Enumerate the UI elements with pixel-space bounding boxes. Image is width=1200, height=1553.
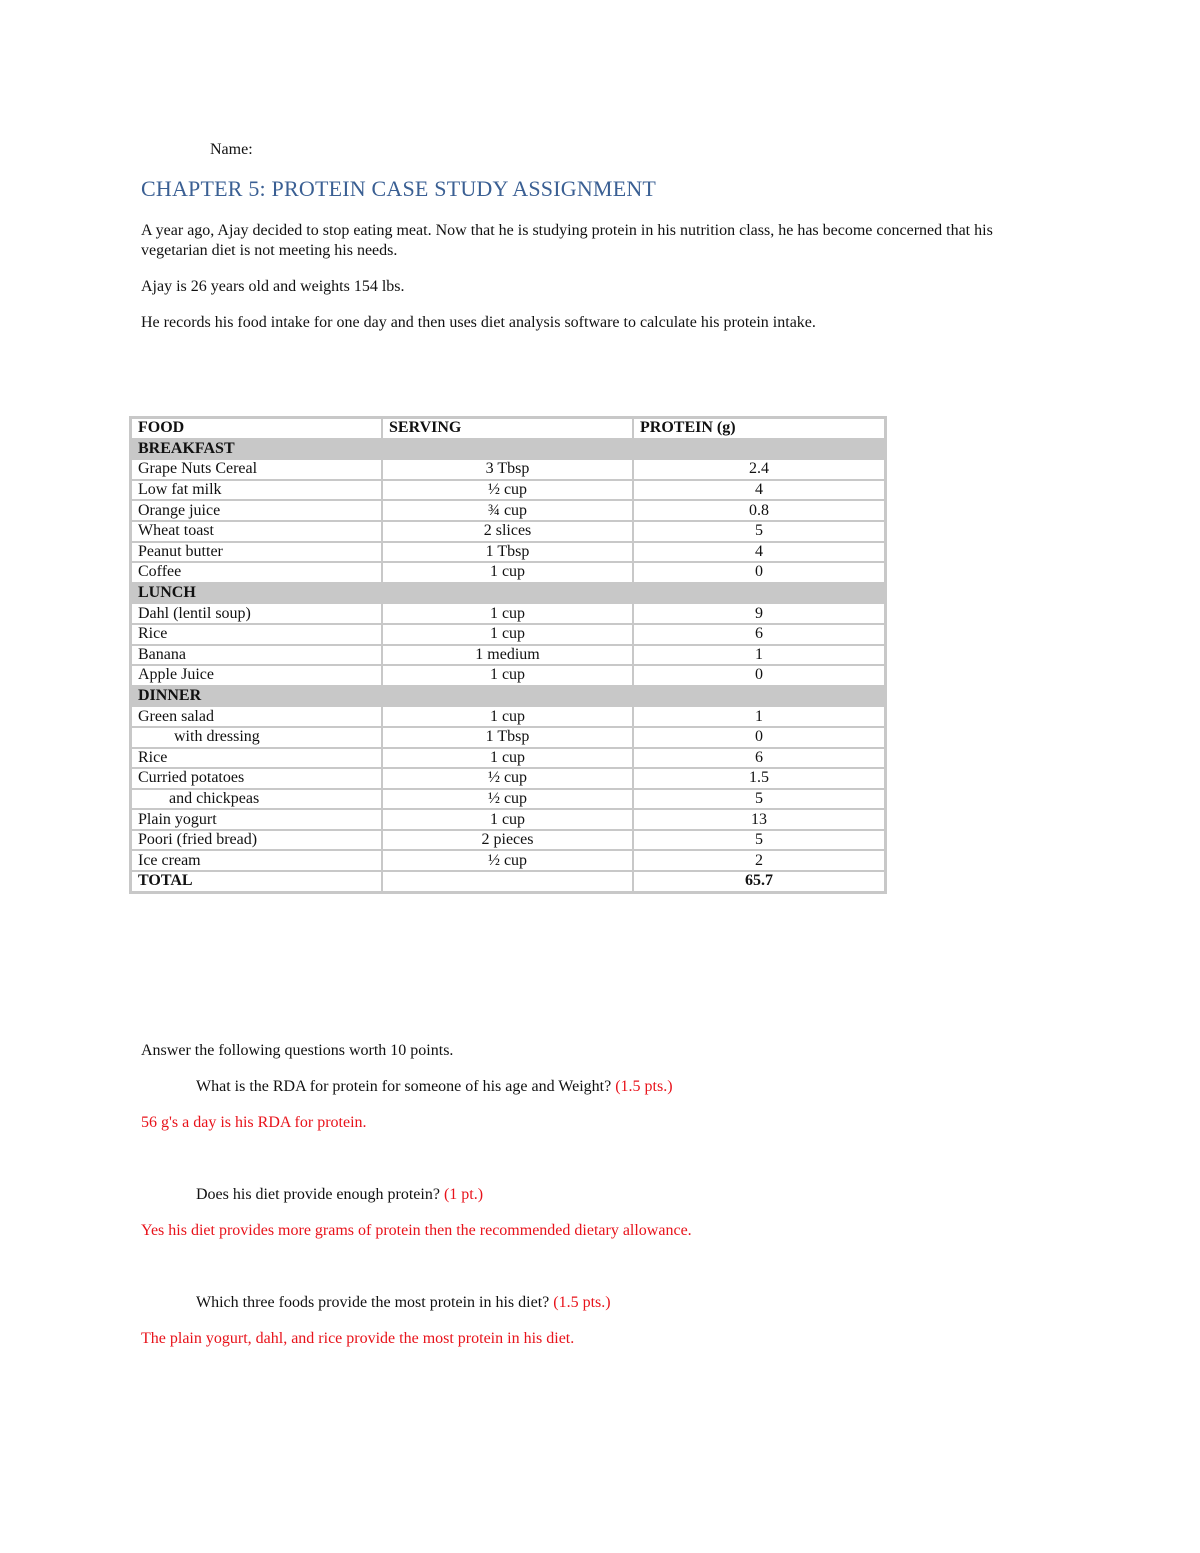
section-row-dinner — [132, 687, 884, 708]
table-row — [132, 543, 884, 564]
food-cell: Orange juice — [132, 501, 383, 522]
food-cell: and chickpeas — [132, 790, 383, 811]
intro-paragraph-2: Ajay is 26 years old and weights 154 lbs. — [141, 278, 405, 295]
answer-2: Yes his diet provides more grams of protein then the recommended dietary allowance. — [141, 1222, 692, 1239]
food-cell: Apple Juice — [132, 666, 383, 687]
food-cell: Dahl (lentil soup) — [132, 604, 383, 625]
serving-cell: 1 cup — [383, 666, 634, 687]
protein-cell: 1.5 — [634, 769, 884, 790]
protein-cell: 1 — [634, 646, 884, 667]
serving-cell: 3 Tbsp — [383, 460, 634, 481]
question-3 — [196, 1294, 611, 1312]
protein-cell: 5 — [634, 790, 884, 811]
question-3-text: Which three foods provide the most protein in his diet? — [196, 1294, 550, 1311]
serving-cell: 2 pieces — [383, 831, 634, 852]
food-cell: Rice — [132, 749, 383, 770]
serving-cell: 1 cup — [383, 749, 634, 770]
serving-cell: 1 Tbsp — [383, 543, 634, 564]
table-row — [132, 769, 884, 790]
table-row — [132, 810, 884, 831]
serving-cell: 2 slices — [383, 522, 634, 543]
serving-cell: ½ cup — [383, 481, 634, 502]
page-title: CHAPTER 5: PROTEIN CASE STUDY ASSIGNMENT — [141, 176, 657, 201]
food-cell: Curried potatoes — [132, 769, 383, 790]
table-row — [132, 481, 884, 502]
question-2-points: (1 pt.) — [443, 1186, 484, 1203]
column-header-food: FOOD — [132, 419, 383, 440]
protein-cell: 0 — [634, 666, 884, 687]
intro-paragraph-1: A year ago, Ajay decided to stop eating meat. Now that he is studying protein in his nutrition class, he has become concerned that his vegetarian diet is not meeting his needs. — [141, 222, 993, 259]
column-header-protein: PROTEIN (g) — [634, 419, 884, 440]
food-cell: Rice — [132, 625, 383, 646]
table-row — [132, 460, 884, 481]
section-label-dinner: DINNER — [132, 687, 383, 708]
serving-cell: 1 Tbsp — [383, 728, 634, 749]
protein-cell: 2 — [634, 851, 884, 872]
section-row-breakfast — [132, 440, 884, 461]
food-cell: Poori (fried bread) — [132, 831, 383, 852]
questions-intro: Answer the following questions worth 10 points. — [141, 1042, 454, 1059]
question-3-points: (1.5 pts.) — [553, 1294, 611, 1311]
table-row — [132, 851, 884, 872]
protein-cell: 0 — [634, 728, 884, 749]
table-row — [132, 522, 884, 543]
protein-cell: 1 — [634, 707, 884, 728]
section-label-lunch: LUNCH — [132, 584, 383, 605]
food-cell: Grape Nuts Cereal — [132, 460, 383, 481]
section-row-lunch — [132, 584, 884, 605]
question-1-points: (1.5 pts.) — [615, 1078, 673, 1095]
table-row — [132, 666, 884, 687]
column-header-serving: SERVING — [383, 419, 634, 440]
food-cell: Banana — [132, 646, 383, 667]
serving-cell: ½ cup — [383, 769, 634, 790]
protein-cell: 4 — [634, 543, 884, 564]
food-cell: Low fat milk — [132, 481, 383, 502]
serving-cell: ½ cup — [383, 790, 634, 811]
table-row — [132, 707, 884, 728]
serving-cell: 1 cup — [383, 563, 634, 584]
food-cell: Green salad — [132, 707, 383, 728]
protein-cell: 6 — [634, 749, 884, 770]
serving-cell: 1 cup — [383, 810, 634, 831]
food-cell: Plain yogurt — [132, 810, 383, 831]
protein-cell: 5 — [634, 831, 884, 852]
food-cell: Peanut butter — [132, 543, 383, 564]
intro-paragraph-3: He records his food intake for one day and then uses diet analysis software to calculate his protein intake. — [141, 314, 816, 331]
table-row — [132, 831, 884, 852]
total-label: TOTAL — [132, 872, 383, 891]
protein-cell: 6 — [634, 625, 884, 646]
section-label-breakfast: BREAKFAST — [132, 440, 383, 461]
serving-cell: 1 cup — [383, 707, 634, 728]
table-row — [132, 563, 884, 584]
table-row — [132, 790, 884, 811]
protein-cell: 4 — [634, 481, 884, 502]
question-2 — [196, 1186, 483, 1204]
protein-cell: 5 — [634, 522, 884, 543]
protein-cell: 13 — [634, 810, 884, 831]
protein-intake-table — [129, 416, 887, 894]
food-cell: with dressing — [132, 728, 383, 749]
serving-cell: ½ cup — [383, 851, 634, 872]
protein-cell: 0.8 — [634, 501, 884, 522]
table-row — [132, 501, 884, 522]
total-row — [132, 872, 884, 891]
table-row — [132, 749, 884, 770]
protein-cell: 0 — [634, 563, 884, 584]
table-row — [132, 728, 884, 749]
serving-cell: ¾ cup — [383, 501, 634, 522]
answer-3: The plain yogurt, dahl, and rice provide the most protein in his diet. — [141, 1330, 575, 1347]
table-row — [132, 646, 884, 667]
table-row — [132, 604, 884, 625]
question-1-text: What is the RDA for protein for someone of his age and Weight? — [196, 1078, 612, 1095]
name-label: Name: — [210, 141, 253, 158]
food-cell: Wheat toast — [132, 522, 383, 543]
food-cell: Ice cream — [132, 851, 383, 872]
protein-cell: 9 — [634, 604, 884, 625]
question-2-text: Does his diet provide enough protein? — [196, 1186, 440, 1203]
table-header-row — [132, 419, 884, 440]
total-serving-cell — [383, 872, 634, 891]
serving-cell: 1 cup — [383, 604, 634, 625]
question-1 — [196, 1078, 673, 1096]
total-value: 65.7 — [745, 872, 773, 890]
protein-cell: 2.4 — [634, 460, 884, 481]
table-row — [132, 625, 884, 646]
serving-cell: 1 cup — [383, 625, 634, 646]
serving-cell: 1 medium — [383, 646, 634, 667]
answer-1: 56 g's a day is his RDA for protein. — [141, 1114, 367, 1131]
food-cell: Coffee — [132, 563, 383, 584]
